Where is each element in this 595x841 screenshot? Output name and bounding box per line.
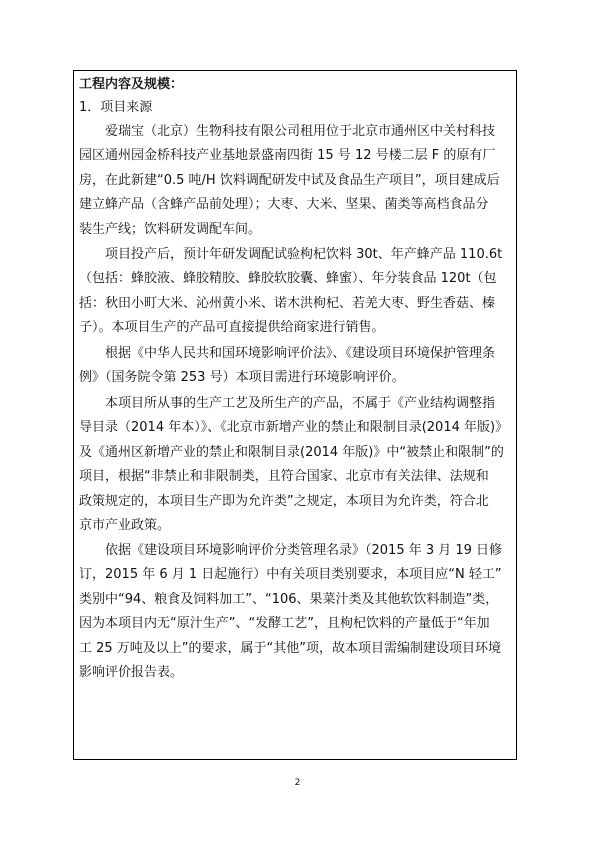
text-line: 园区通州园金桥科技产业基地景盛南四街 15 号 12 号楼二层 F 的原有厂 bbox=[79, 148, 496, 164]
text-line: 子）。本项目生产的产品可直接提供给商家进行销售。 bbox=[79, 320, 385, 336]
text-line: 建立蜂产品（含蜂产品前处理）；大枣、大米、坚果、菌类等高档食品分 bbox=[79, 197, 489, 213]
text-line: 依据《建设项目环境影响评价分类管理名录》（2015 年 3 月 19 日修 bbox=[105, 543, 503, 558]
text-line: 爱瑞宝（北京）生物科技有限公司租用位于北京市通州区中关村科技 bbox=[105, 124, 496, 139]
section-title: 工程内容及规模： bbox=[79, 77, 184, 92]
text-line: 订，2015 年 6 月 1 日起施行）中有关项目类别要求，本项目应“N 轻工” bbox=[79, 567, 502, 583]
text-line: 根据《中华人民共和国环境影响评价法》、《建设项目环境保护管理条 bbox=[105, 346, 496, 361]
text-line: 类别中“94、粮食及饲料加工”、“106、果菜汁类及其他软饮料制造”类， bbox=[79, 591, 499, 607]
paragraph-classification bbox=[79, 539, 511, 685]
text-line: 装生产线；饮料研发调配车间。 bbox=[79, 221, 262, 237]
content-frame bbox=[73, 70, 517, 760]
text-line: 项目投产后，预计年研发调配试验枸杞饮料 30t、年产蜂产品 110.6t bbox=[105, 247, 503, 262]
text-line: 及《通州区新增产业的禁止和限制目录(2014 年版)》中“被禁止和限制”的 bbox=[79, 444, 504, 460]
text-line: 工 25 万吨及以上”的要求，属于“其他”项，故本项目需编制建设项目环境 bbox=[79, 640, 502, 656]
text-line: 项目，根据“非禁止和非限制类，且符合国家、北京市有关法律、法规和 bbox=[79, 469, 489, 485]
text-line: 政策规定的，本项目生产即为允许类”之规定，本项目为允许类，符合北 bbox=[79, 493, 489, 509]
text-line: 本项目所从事的生产工艺及所生产的产品，不属于《产业结构调整指 bbox=[105, 396, 496, 411]
text-line: 影响评价报告表。 bbox=[79, 664, 184, 680]
item-heading: 1．项目来源 bbox=[79, 100, 153, 115]
paragraph-industry-policy bbox=[79, 392, 511, 538]
text-line: 导目录（2014 年本）》、《北京市新增产业的禁止和限制目录(2014 年版)》 bbox=[79, 420, 509, 436]
paragraph-production-output bbox=[79, 243, 511, 341]
text-line: 房，在此新建“0.5 吨/H 饮料调配研发中试及食品生产项目”，项目建成后 bbox=[79, 172, 500, 188]
text-line: 因为本项目内无“原汁生产”、“发酵工艺”，且枸杞饮料的产量低于“年加 bbox=[79, 616, 490, 632]
text-line: 括：秋田小町大米、沁州黄小米、诺木洪枸杞、若羌大枣、野生香菇、榛 bbox=[79, 295, 496, 311]
text-line: 例》（国务院令第 253 号）本项目需进行环境影响评价。 bbox=[79, 370, 405, 386]
text-line: 京市产业政策。 bbox=[79, 517, 171, 533]
text-line: （包括：蜂胶液、蜂胶精胶、蜂胶软胶囊、蜂蜜）、年分装食品 120t（包 bbox=[79, 271, 497, 287]
paragraph-project-intro bbox=[79, 120, 511, 242]
paragraph-legal-basis bbox=[79, 342, 511, 391]
page-number: 2 bbox=[294, 778, 301, 788]
